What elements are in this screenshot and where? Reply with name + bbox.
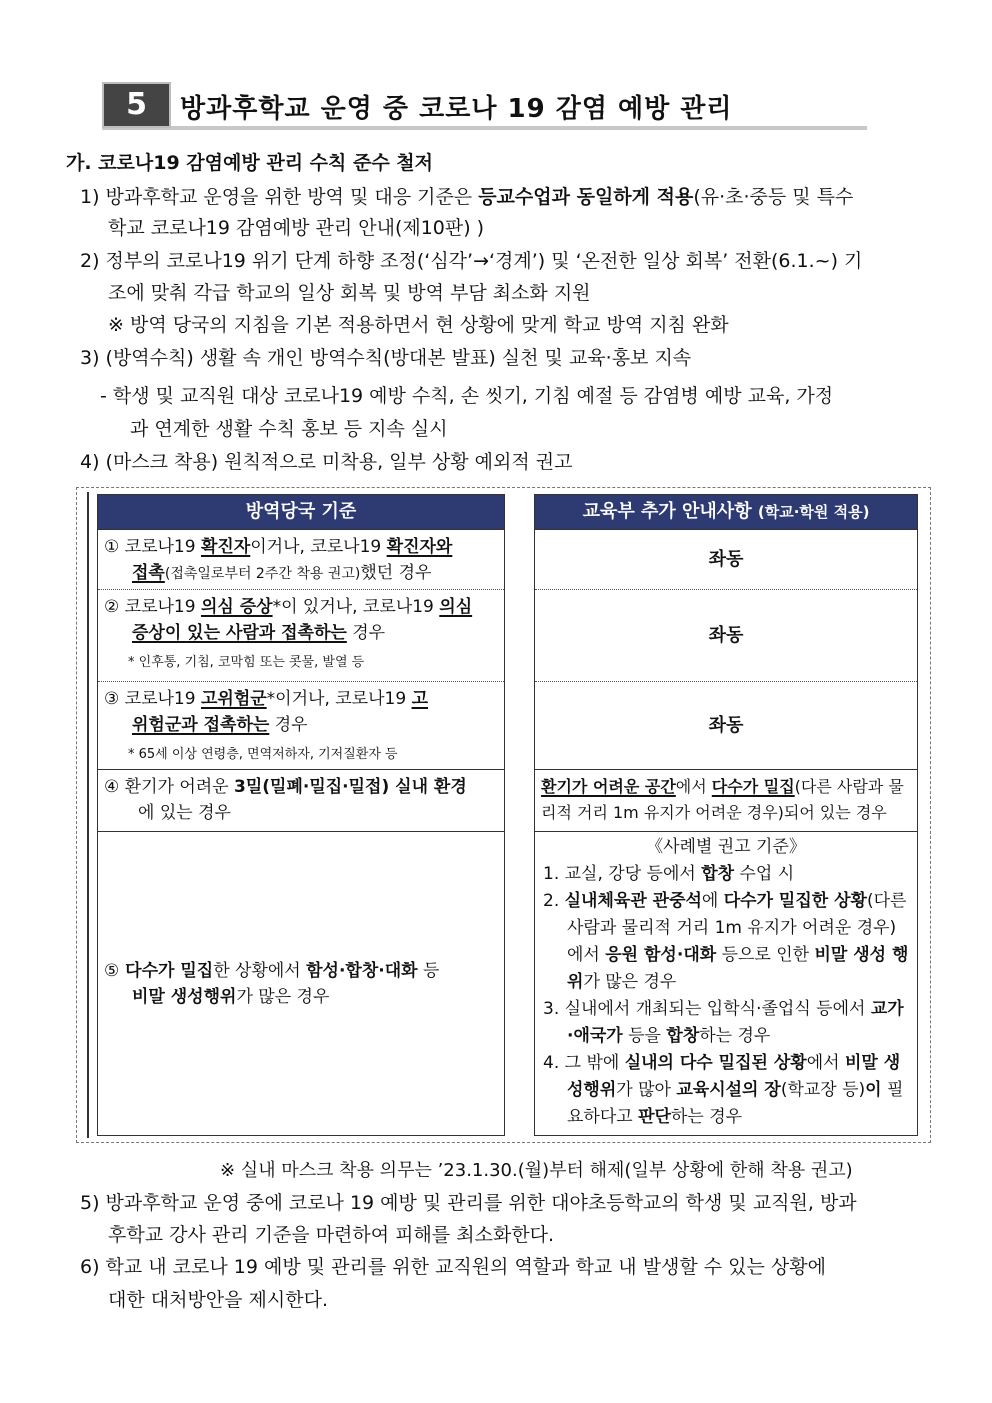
table-right-column <box>534 494 918 1136</box>
right-header: 교육부 추가 안내사항 (학교·학원 적용) <box>535 495 917 529</box>
case-title: 《사례별 권고 기준》 <box>646 837 806 857</box>
item-2-line-1: 2) 정부의 코로나19 위기 단계 하향 조정(‘심각’→‘경계’) 및 ‘온전한 일상 회복’ 전환(6.1.~) 기 <box>80 250 863 272</box>
item-2-note: ※ 방역 당국의 지침을 기본 적용하면서 현 상황에 맞게 학교 방역 지침 완화 <box>108 314 729 336</box>
right-row-4: 환기가 어려운 공간에서 다수가 밀집(다른 사람과 물 리적 거리 1m 유지가 어려운 경우)되어 있는 경우 <box>535 769 917 831</box>
item-2-line-2: 조에 맞춰 각급 학교의 일상 회복 및 방역 부담 최소화 지원 <box>108 282 591 304</box>
item-1-line-1: 1) 방과후학교 운영을 위한 방역 및 대응 기준은 등교수업과 동일하게 적용(유·초·중등 및 특수 <box>80 186 854 208</box>
table-left-rule <box>87 492 89 1138</box>
item-6-line-2: 대한 대처방안을 제시한다. <box>108 1289 329 1311</box>
item-3-sub-line-1: - 학생 및 교직원 대상 코로나19 예방 수칙, 손 씻기, 기침 예절 등 감염병 예방 교육, 가정 <box>100 385 834 407</box>
left-row-4: ④ 환기가 어려운 3밀(밀폐·밀집·밀접) 실내 환경 에 있는 경우 <box>98 769 504 831</box>
item-6-line-1: 6) 학교 내 코로나 19 예방 및 관리를 위한 교직원의 역할과 학교 내 발생할 수 있는 상황에 <box>80 1256 826 1278</box>
section-underline <box>102 126 867 130</box>
item-5-line-2: 후학교 강사 관리 기준을 마련하여 피해를 최소화한다. <box>108 1224 555 1246</box>
subsection-title: 가. 코로나19 감염예방 관리 수칙 준수 철저 <box>66 152 434 174</box>
right-row-3: 좌동 <box>535 681 917 769</box>
left-row-5: ⑤ 다수가 밀집한 상황에서 함성·합창·대화 등 비말 생성행위가 많은 경우 <box>98 831 504 1135</box>
left-header: 방역당국 기준 <box>98 495 504 529</box>
case-item-4: 4. 그 밖에 실내의 다수 밀집된 상황에서 비말 생성행위가 많아 교육시설의 장(학교장 등)이 필요하다고 판단하는 경우 <box>543 1053 904 1127</box>
section-title: 방과후학교 운영 중 코로나 19 감염 예방 관리 <box>180 94 733 124</box>
case-item-1: 1. 교실, 강당 등에서 합창 수업 시 <box>543 864 795 884</box>
section-number: 5 <box>104 84 169 126</box>
item-1-line-2: 학교 코로나19 감염예방 관리 안내(제10판) ) <box>108 217 485 239</box>
mask-note: ※ 실내 마스크 착용 의무는 ’23.1.30.(월)부터 해제(일부 상황에 한해 착용 권고) <box>220 1160 853 1181</box>
left-row-3: ③ 코로나19 고위험군*이거나, 코로나19 고 위험군과 접촉하는 경우 * 65세 이상 연령층, 면역저하자, 기저질환자 등 <box>98 681 504 769</box>
item-4: 4) (마스크 착용) 원칙적으로 미착용, 일부 상황 예외적 권고 <box>80 451 573 473</box>
left-row-1: ① 코로나19 확진자이거나, 코로나19 확진자와 접촉(접촉일로부터 2주간 착용 권고)했던 경우 <box>98 529 504 589</box>
item-3-sub-line-2: 과 연계한 생활 수칙 홍보 등 지속 실시 <box>130 418 448 440</box>
right-row-1: 좌동 <box>535 529 917 589</box>
right-row-2: 좌동 <box>535 589 917 681</box>
item-3: 3) (방역수칙) 생활 속 개인 방역수칙(방대본 발표) 실천 및 교육·홍보 지속 <box>80 347 692 369</box>
right-row-5 <box>535 831 917 1135</box>
case-item-2: 2. 실내체육관 관중석에 다수가 밀집한 상황(다른사람과 물리적 거리 1m 유지가 어려운 경우)에서 응원 함성·대화 등으로 인한 비말 생성 행위가 많은 경우 <box>543 891 909 992</box>
item-5-line-1: 5) 방과후학교 운영 중에 코로나 19 예방 및 관리를 위한 대야초등학교의 학생 및 교직원, 방과 <box>80 1192 857 1214</box>
table-left-column <box>97 494 505 1136</box>
left-row-2: ② 코로나19 의심 증상*이 있거나, 코로나19 의심 증상이 있는 사람과 접촉하는 경우 * 인후통, 기침, 코막힘 또는 콧물, 발열 등 <box>98 589 504 681</box>
case-item-3: 3. 실내에서 개최되는 입학식·졸업식 등에서 교가·애국가 등을 합창하는 경우 <box>543 999 904 1046</box>
